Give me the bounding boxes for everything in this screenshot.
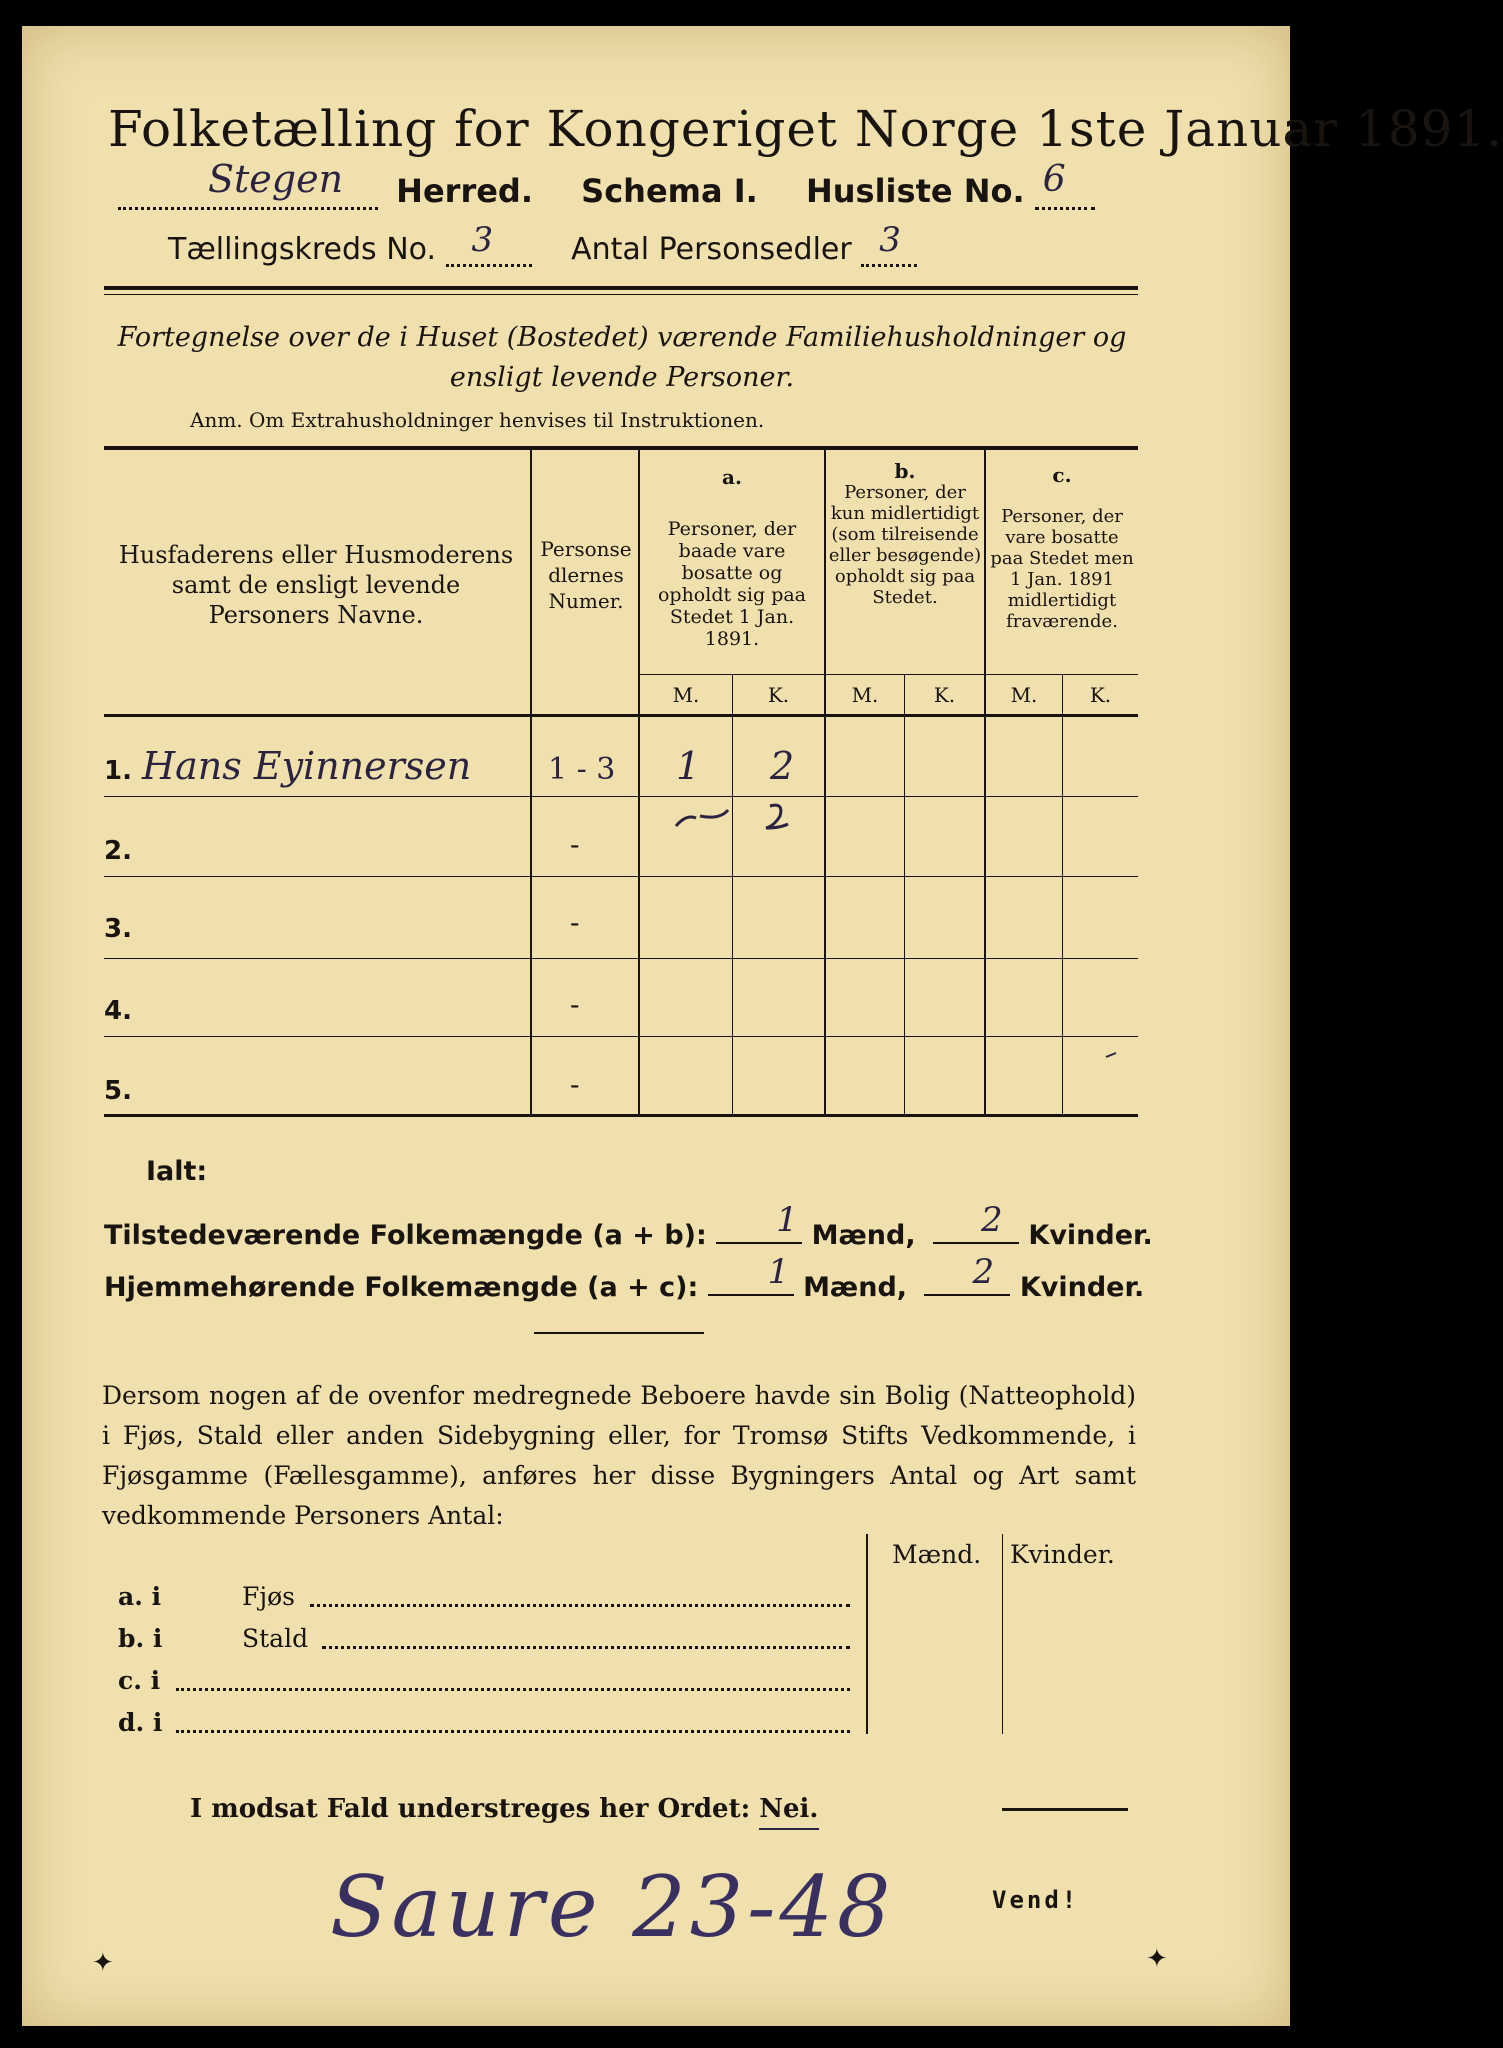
tilst-k-field [933,1200,1019,1244]
kreds-value: 3 [471,220,494,260]
c-m-label: M. [1010,683,1038,707]
building-dotline [310,1604,850,1607]
buildings-kvinder-header: Kvinder. [1010,1540,1115,1569]
tilst-m-field [716,1200,802,1244]
building-dotline [322,1646,850,1649]
col-header-c: Personer, der vare bosatte paa Stedet men 1 Jan. 1891 midlertidigt fraværende. [990,506,1134,632]
c-k-label: K. [1089,683,1112,707]
tilst-maend-label: Mænd, [811,1220,916,1251]
row-number: 5. [104,1076,132,1106]
modsat-label: I modsat Fald understreges her Ordet: [190,1794,751,1824]
row-number: 3. [104,914,132,944]
ialt-label: Ialt: [146,1156,208,1187]
corner-mark-icon: ✦ [92,1948,114,1978]
row-num: - [570,1068,580,1101]
building-label: c. i [118,1666,161,1695]
hjem-k-field [924,1252,1010,1296]
building-dotline [176,1688,850,1691]
b-m-label: M. [851,683,879,707]
handwritten-signature: Saure 23-48 [330,1858,895,1956]
sidebygning-paragraph: Dersom nogen af de ovenfor medregnede Beboere havde sin Bolig (Natteophold) i Fjøs, Stald eller anden Sidebygning eller, for Tromsø Stifts Vedkommende, i Fjøsgamme (Fællesgamme), anføres her disse Bygningers Antal og Art samt vedkommende Personers Antal: [102,1381,1136,1530]
col-header-b-letter: b. [894,459,916,483]
vend-label: Vend! [992,1886,1080,1914]
hjem-maend-label: Mænd, [803,1272,908,1303]
col-header-b: Personer, der kun midlertidigt (som tilreisende eller besøgende) opholdt sig paa Stedet. [828,482,982,608]
row-number: 2. [104,836,132,866]
building-name: Fjøs [242,1582,295,1611]
a-m-label: M. [672,683,700,707]
tilst-label: Tilstedeværende Folkemængde (a + b): [104,1220,707,1251]
section-divider [534,1332,704,1334]
nei-word: Nei. [759,1794,818,1830]
col-header-a: Personer, der baade vare bosatte og opholdt sig paa Stedet 1 Jan. 1891. [657,518,807,650]
building-label: a. i [118,1582,162,1611]
intro-text: Fortegnelse over de i Huset (Bostedet) værende Familiehusholdninger og ensligt levende Personer. [117,322,1127,393]
hjem-k-value: 2 [972,1252,995,1292]
corner-mark-icon: ✦ [1146,1944,1168,1974]
tilst-m-value: 1 [776,1200,798,1240]
col-header-c-letter: c. [1052,463,1072,487]
modsat-line [190,1794,819,1824]
building-label: b. i [118,1624,163,1653]
husliste-label: Husliste No. [805,172,1025,210]
b-k-label: K. [933,683,956,707]
husliste-value: 6 [1042,159,1066,200]
buildings-col-line [866,1534,868,1734]
building-name: Stald [242,1624,309,1653]
buildings-col-line-2 [1002,1534,1003,1734]
hjem-label: Hjemmehørende Folkemængde (a + c): [104,1272,699,1303]
form-title: Folketælling for Kongeriget Norge 1ste Januar 1891. [108,100,1503,158]
hjem-line [104,1252,1145,1303]
row-num: - [570,988,580,1021]
row-number: 1. [104,756,132,786]
building-dotline [176,1730,850,1733]
kreds-label: Tællingskreds No. [168,232,436,267]
antal-label: Antal Personsedler [571,232,852,267]
col-header-a-letter: a. [722,465,742,489]
tilst-kvinder-label: Kvinder. [1028,1220,1153,1251]
herred-value: Stegen [208,157,344,201]
hjem-m-field [708,1252,794,1296]
herred-label: Herred. [396,172,533,210]
hjem-m-value: 1 [767,1252,790,1292]
buildings-maend-header: Mænd. [892,1540,982,1569]
anm-note: Anm. Om Extrahusholdninger henvises til Instruktionen. [190,408,765,432]
antal-value: 3 [879,220,901,260]
row-num: - [570,906,580,939]
building-label: d. i [118,1708,163,1737]
tilst-line [104,1200,1153,1251]
row-num: 1 - 3 [548,752,616,787]
col-header-name: Husfaderens eller Husmoderens samt de ensligt levende Personers Navne. [118,541,514,629]
row-number: 4. [104,996,132,1026]
row-a-m: 1 [676,744,701,788]
vend-rule [1002,1808,1128,1811]
hjem-kvinder-label: Kvinder. [1019,1272,1145,1303]
row-num: - [570,828,580,861]
row-name: Hans Eyinnersen [142,744,472,788]
row-a-k: 2 [770,744,795,788]
schema-label: Schema I. [581,172,758,210]
a-k-label: K. [767,683,790,707]
col-header-num: Personsedlernes Numer. [540,537,632,613]
tilst-k-value: 2 [980,1200,1003,1240]
